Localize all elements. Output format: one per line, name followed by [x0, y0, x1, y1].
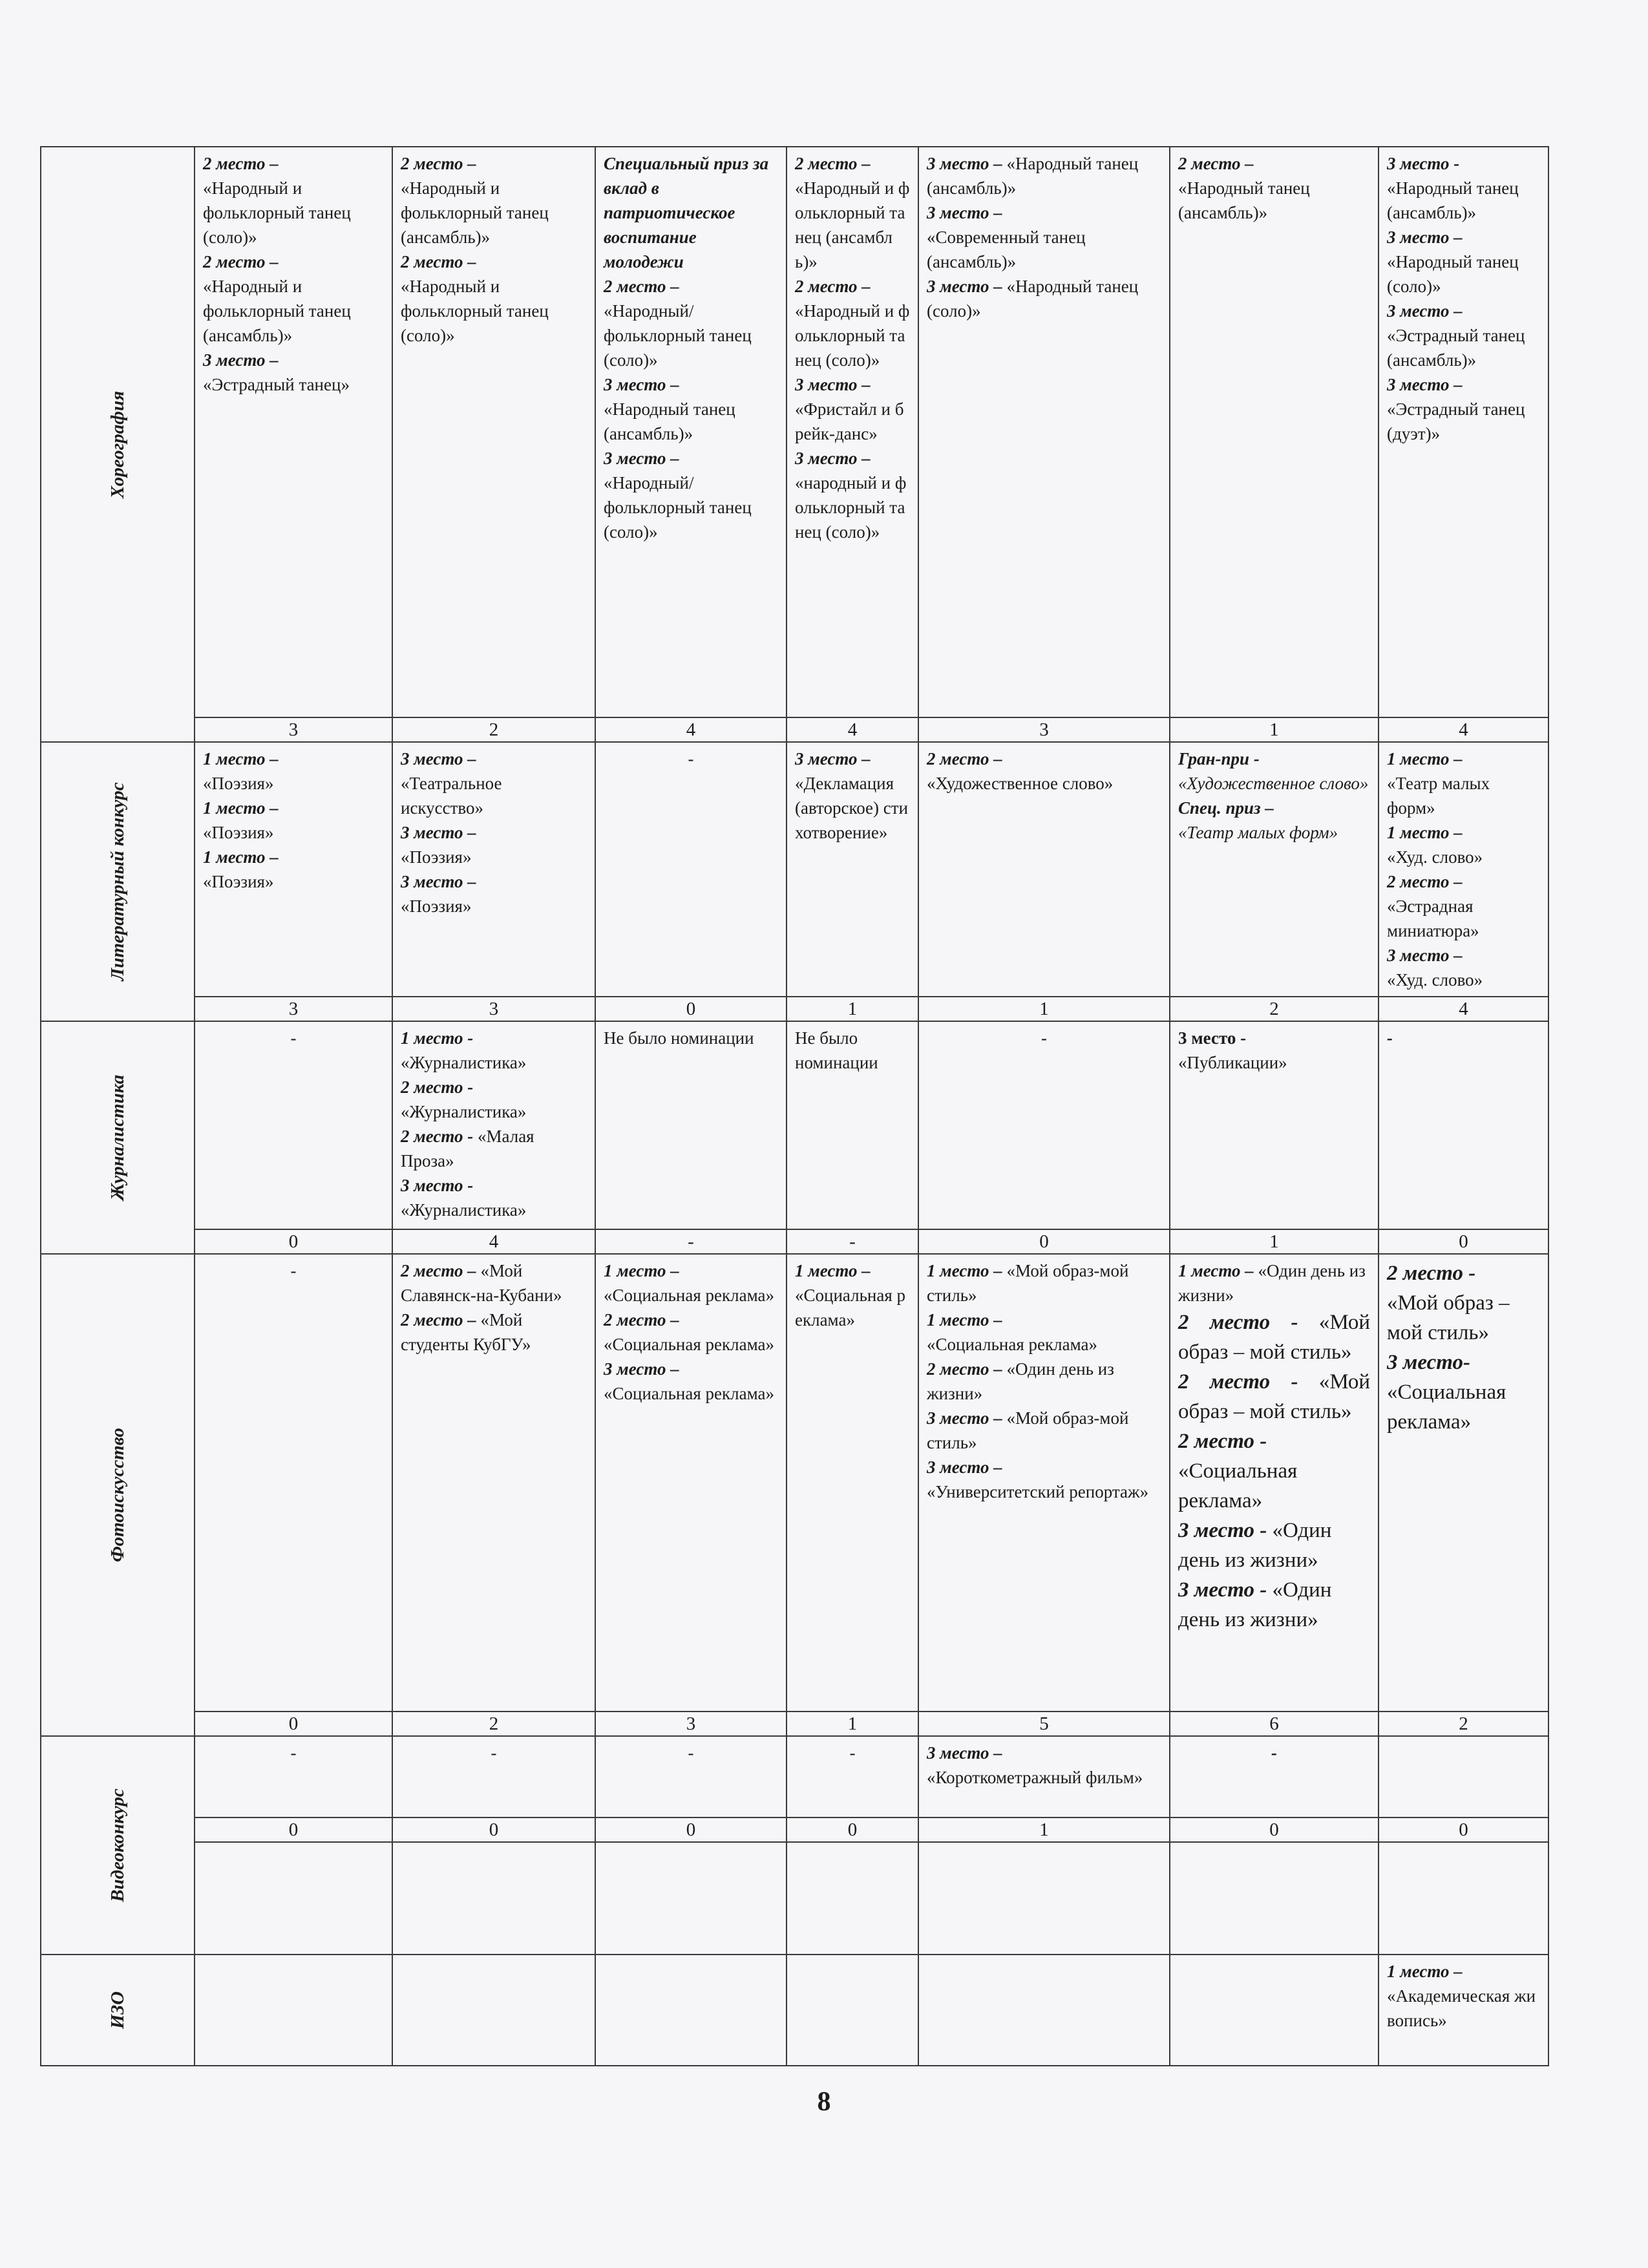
empty-cell: [1379, 1842, 1548, 1955]
count-cell: 0: [1379, 1818, 1548, 1842]
results-cell: [595, 1955, 787, 2066]
results-cell: -: [1170, 1736, 1379, 1818]
results-cell: -: [918, 1021, 1170, 1229]
literature-counts-row: [41, 997, 1548, 1021]
results-cell: 2 место – «Народный и фольклорный танец (ансамбль)» 2 место – «Народный и фольклорный танец (соло)» 3 место – «Фристайл и брейк-данс» 3 место – «народный и фольклорный танец (соло)»: [787, 147, 918, 717]
count-cell: 1: [1170, 1229, 1379, 1254]
category-choreography: Хореография: [41, 147, 195, 742]
count-cell: 6: [1170, 1712, 1379, 1736]
count-cell: 0: [392, 1818, 595, 1842]
count-cell: 1: [787, 1712, 918, 1736]
count-cell: 0: [195, 1818, 392, 1842]
results-cell: [1379, 1736, 1548, 1818]
category-photo-art: Фотоискусство: [41, 1254, 195, 1736]
fine-art-results-row: [41, 1955, 1548, 2066]
category-fine-art: ИЗО: [41, 1955, 195, 2066]
count-cell: 0: [595, 997, 787, 1021]
empty-cell: [392, 1842, 595, 1955]
photo-counts-row: [41, 1712, 1548, 1736]
empty-cell: [1170, 1842, 1379, 1955]
results-cell: 1 место – «Социальная реклама»: [787, 1254, 918, 1712]
count-cell: 3: [918, 717, 1170, 742]
results-cell: 2 место - «Мой образ – мой стиль» 3 место- «Социальная реклама»: [1379, 1254, 1548, 1712]
video-results-row: [41, 1736, 1548, 1818]
results-cell: 1 место – «Академическая живопись»: [1379, 1955, 1548, 2066]
results-cell: Не было номинации: [787, 1021, 918, 1229]
count-cell: 4: [787, 717, 918, 742]
empty-cell: [195, 1842, 392, 1955]
count-cell: 1: [918, 997, 1170, 1021]
count-cell: 4: [1379, 997, 1548, 1021]
results-table: [40, 146, 1549, 2066]
empty-cell: [595, 1842, 787, 1955]
count-cell: 3: [195, 997, 392, 1021]
results-cell: Специальный приз за вклад в патриотическое воспитание молодежи 2 место – «Народный/фольклорный танец (соло)» 3 место – «Народный танец (ансамбль)» 3 место – «Народный/фольклорный танец (соло)»: [595, 147, 787, 717]
results-cell: 1 место – «Социальная реклама» 2 место – «Социальная реклама» 3 место – «Социальная реклама»: [595, 1254, 787, 1712]
count-cell: 2: [1379, 1712, 1548, 1736]
choreography-results-row: [41, 147, 1548, 717]
count-cell: 0: [1379, 1229, 1548, 1254]
category-video-contest: Видеоконкурс: [41, 1736, 195, 1955]
empty-cell: [787, 1842, 918, 1955]
count-cell: 0: [787, 1818, 918, 1842]
count-cell: 3: [595, 1712, 787, 1736]
count-cell: 1: [918, 1818, 1170, 1842]
count-cell: 3: [195, 717, 392, 742]
count-cell: 2: [1170, 997, 1379, 1021]
category-journalism: Журналистика: [41, 1021, 195, 1254]
results-cell: [787, 1955, 918, 2066]
results-cell: [392, 1955, 595, 2066]
results-cell: -: [595, 1736, 787, 1818]
results-cell: 1 место – «Мой образ-мой стиль» 1 место – «Социальная реклама» 2 место – «Один день из жизни» 3 место – «Мой образ-мой стиль» 3 место – «Университетский репортаж»: [918, 1254, 1170, 1712]
results-cell: Не было номинации: [595, 1021, 787, 1229]
page-number: 8: [817, 2087, 831, 2117]
results-cell: [1170, 1955, 1379, 2066]
count-cell: 0: [1170, 1818, 1379, 1842]
count-cell: 4: [595, 717, 787, 742]
count-cell: 2: [392, 1712, 595, 1736]
results-cell: -: [195, 1736, 392, 1818]
results-cell: -: [195, 1021, 392, 1229]
count-cell: 1: [1170, 717, 1379, 742]
results-cell: -: [1379, 1021, 1548, 1229]
count-cell: -: [595, 1229, 787, 1254]
results-cell: 3 место – «Декламация (авторское) стихотворение»: [787, 742, 918, 997]
results-cell: 1 место - «Журналистика» 2 место - «Журналистика» 2 место - «Малая Проза» 3 место - «Журналистика»: [392, 1021, 595, 1229]
results-cell: -: [195, 1254, 392, 1712]
count-cell: 4: [1379, 717, 1548, 742]
journalism-counts-row: [41, 1229, 1548, 1254]
results-cell: 2 место – «Народный и фольклорный танец (ансамбль)» 2 место – «Народный и фольклорный танец (соло)»: [392, 147, 595, 717]
results-cell: 3 место – «Короткометражный фильм»: [918, 1736, 1170, 1818]
results-cell: 3 место – «Театральное искусство» 3 место – «Поэзия» 3 место – «Поэзия»: [392, 742, 595, 997]
count-cell: 0: [918, 1229, 1170, 1254]
results-cell: -: [787, 1736, 918, 1818]
count-cell: 3: [392, 997, 595, 1021]
results-cell: -: [595, 742, 787, 997]
results-cell: 3 место - «Публикации»: [1170, 1021, 1379, 1229]
count-cell: 0: [595, 1818, 787, 1842]
count-cell: 1: [787, 997, 918, 1021]
count-cell: 2: [392, 717, 595, 742]
literature-results-row: [41, 742, 1548, 997]
results-cell: Гран-при - «Художественное слово» Спец. приз – «Театр малых форм»: [1170, 742, 1379, 997]
results-cell: 2 место – «Народный танец (ансамбль)»: [1170, 147, 1379, 717]
choreography-counts-row: [41, 717, 1548, 742]
photo-results-row: [41, 1254, 1548, 1712]
results-cell: [195, 1955, 392, 2066]
results-cell: 2 место – «Мой Славянск-на-Кубани» 2 место – «Мой студенты КубГУ»: [392, 1254, 595, 1712]
count-cell: -: [787, 1229, 918, 1254]
category-literature: Литературный конкурс: [41, 742, 195, 1021]
count-cell: 5: [918, 1712, 1170, 1736]
count-cell: 4: [392, 1229, 595, 1254]
count-cell: 0: [195, 1712, 392, 1736]
empty-cell: [918, 1842, 1170, 1955]
video-counts-row: [41, 1818, 1548, 1842]
results-cell: 1 место – «Театр малых форм» 1 место – «Худ. слово» 2 место – «Эстрадная миниатюра» 3 место – «Худ. слово»: [1379, 742, 1548, 997]
results-cell: 2 место – «Народный и фольклорный танец (соло)» 2 место – «Народный и фольклорный танец (ансамбль)» 3 место – «Эстрадный танец»: [195, 147, 392, 717]
results-cell: 1 место – «Один день из жизни» 2 место - «Мой образ – мой стиль» 2 место - «Мой образ – мой стиль» 2 место - «Социальная реклама» 3 место - «Один день из жизни» 3 место - «Один день из жизни»: [1170, 1254, 1379, 1712]
results-cell: 3 место - «Народный танец (ансамбль)» 3 место – «Народный танец (соло)» 3 место – «Эстрадный танец (ансамбль)» 3 место – «Эстрадный танец (дуэт)»: [1379, 147, 1548, 717]
count-cell: 0: [195, 1229, 392, 1254]
results-cell: [918, 1955, 1170, 2066]
results-cell: 3 место – «Народный танец (ансамбль)» 3 место – «Современный танец (ансамбль)» 3 место – «Народный танец (соло)»: [918, 147, 1170, 717]
results-cell: 2 место – «Художественное слово»: [918, 742, 1170, 997]
results-cell: 1 место – «Поэзия» 1 место – «Поэзия» 1 место – «Поэзия»: [195, 742, 392, 997]
video-empty-row: [41, 1842, 1548, 1955]
journalism-results-row: [41, 1021, 1548, 1229]
results-cell: -: [392, 1736, 595, 1818]
